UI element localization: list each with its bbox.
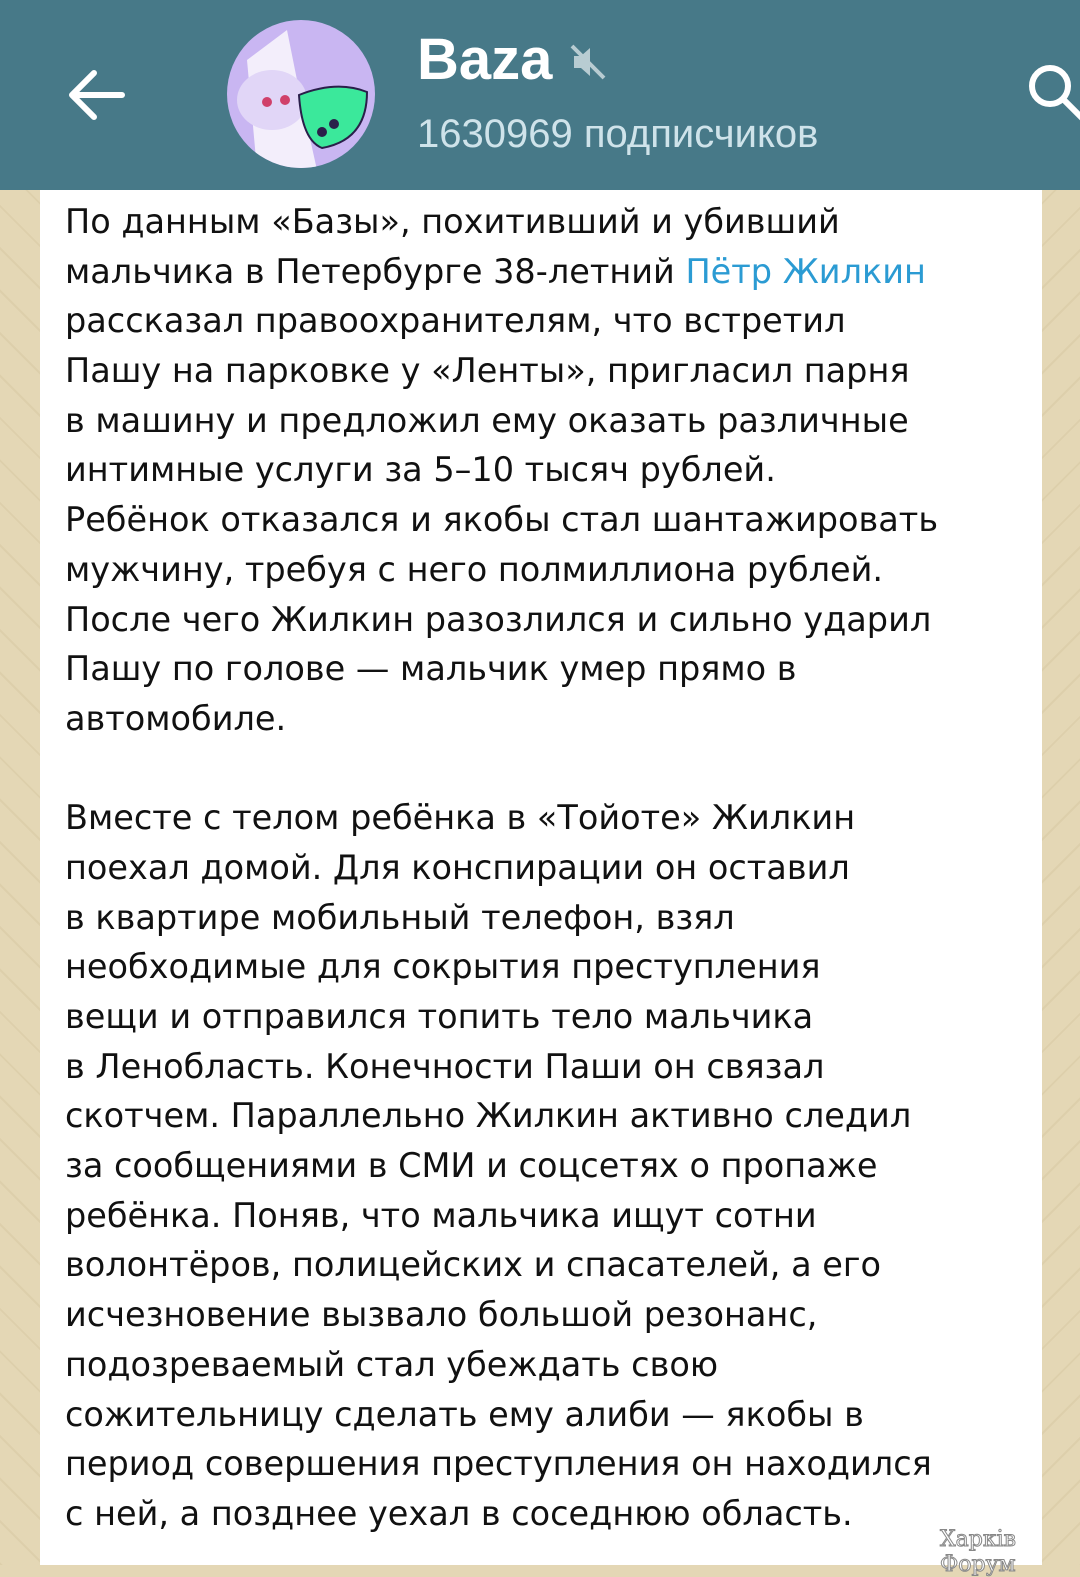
search-icon[interactable] [1022,58,1080,128]
message-segment: с ней, а позднее уехал в соседнюю область. [65,1493,853,1533]
message-line [65,644,938,694]
message-line [65,1439,938,1489]
message-segment: в машину и предложил ему оказать различные [65,400,909,440]
channel-title[interactable]: Baza [417,27,553,92]
message-line [65,1290,938,1340]
message-segment: вещи и отправился топить тело мальчика [65,997,814,1036]
message-line [65,1042,938,1092]
message-line [65,296,938,346]
message-segment: необходимые для сокрытия преступления [65,947,821,987]
avatar-illustration-icon [227,20,375,168]
message-segment: Вместе с телом ребёнка в «Тойоте» Жилкин [65,798,856,838]
message-line [65,893,938,943]
message-segment: интимные услуги за 5–10 тысяч рублей. [65,450,776,490]
message-line [65,1191,938,1241]
message-line [65,1489,938,1539]
message-segment: сожительницу сделать ему алиби — якобы в [65,1394,864,1434]
message-segment: мужчину, требуя с него полмиллиона рублей. [65,549,884,589]
message-segment: По данным «Базы», похитивший и убивший [65,202,840,241]
message-line [65,992,938,1042]
message-segment: подозреваемый стал убеждать свою [65,1344,719,1384]
message-line [65,595,938,645]
message-segment: исчезновение вызвало большой резонанс, [65,1295,818,1335]
message-line [65,744,938,794]
channel-avatar[interactable] [227,20,375,168]
message-line [65,942,938,992]
message-segment: После чего Жилкин разозлился и сильно ударил [65,599,932,639]
message-line [65,346,938,396]
chat-header [0,0,1080,190]
message-line [65,445,938,495]
message-line [65,1390,938,1440]
person-link[interactable]: Пётр Жилкин [685,251,926,291]
message-line [65,694,938,744]
message-segment: ребёнка. Поняв, что мальчика ищут сотни [65,1195,817,1235]
chat-wallpaper-right [1042,190,1080,1565]
message-line [65,197,938,247]
message-line [65,495,938,545]
message-segment: рассказал правоохранителям, что встретил [65,301,846,341]
message-segment: волонтёров, полицейских и спасателей, а его [65,1245,881,1285]
message-line [65,545,938,595]
message-segment: скотчем. Параллельно Жилкин активно следил [65,1096,912,1136]
message-line [65,843,938,893]
back-arrow-icon[interactable] [62,60,132,130]
message-line [65,1091,938,1141]
message-line [65,793,938,843]
message-segment: автомобиле. [65,698,287,738]
message-line [65,1340,938,1390]
message-segment: поехал домой. Для конспирации он оставил [65,847,850,887]
message-segment: Ребёнок отказался и якобы стал шантажировать [65,500,939,540]
message-segment: за сообщениями в СМИ и соцсетях о пропаже [65,1146,878,1186]
message-segment: Пашу по голове — мальчик умер прямо в [65,649,797,689]
muted-icon [568,42,608,82]
message-segment: в квартире мобильный телефон, взял [65,897,735,937]
message-line [65,247,938,297]
message-text [65,197,938,1539]
message-segment: период совершения преступления он находился [65,1444,932,1484]
message-line [65,396,938,446]
watermark: Харків Форум [940,1527,1017,1577]
message-segment: мальчика в Петербурге 38-летний [65,251,686,291]
message-line [65,1240,938,1290]
message-segment: Пашу на парковке у «Ленты», пригласил парня [65,351,910,391]
message-line [65,1141,938,1191]
chat-wallpaper-left [0,190,40,1565]
message-segment: в Ленобласть. Конечности Паши он связал [65,1046,825,1086]
subscriber-count: 1630969 подписчиков [417,112,819,156]
